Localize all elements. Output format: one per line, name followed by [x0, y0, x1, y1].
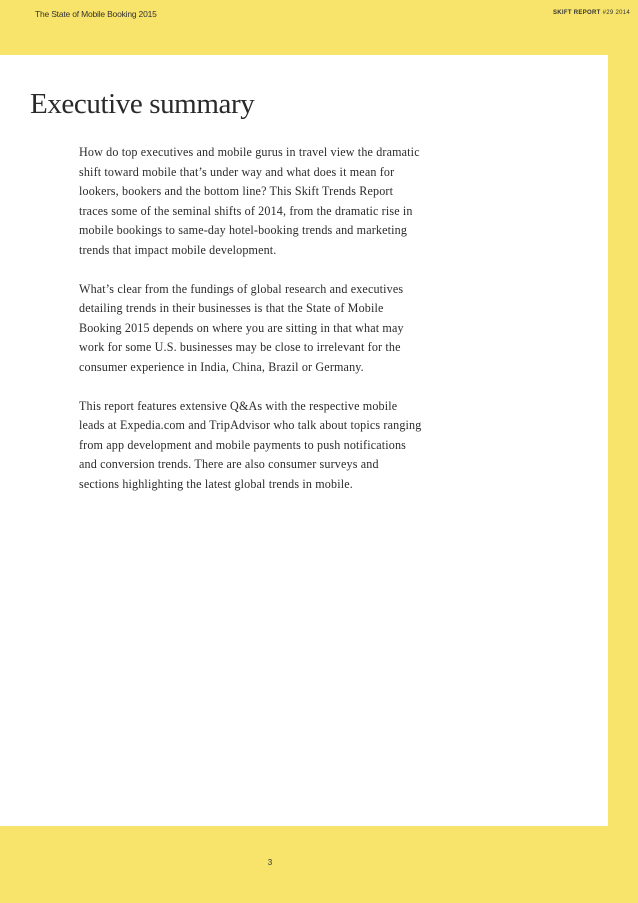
paragraph-line: mobile bookings to same-day hotel-booking trends and marketing: [79, 223, 408, 238]
report-issue-label: [553, 10, 630, 16]
paragraph-line: and conversion trends. There are also consumer surveys and: [79, 457, 379, 472]
paragraph-line: lookers, bookers and the bottom line? This Skift Trends Report: [79, 184, 394, 199]
page-number: 3: [267, 858, 273, 867]
brand-label: SKIFT REPORT: [552, 10, 601, 16]
paragraph-1: [79, 143, 479, 261]
paragraph-line: What’s clear from the fundings of global research and executives: [79, 281, 404, 296]
paragraph-line: leads at Expedia.com and TripAdvisor who talk about topics ranging: [79, 418, 422, 433]
paragraph-line: traces some of the seminal shifts of 2014, from the dramatic rise in: [79, 203, 413, 218]
paragraph-line: trends that impact mobile development.: [79, 242, 277, 257]
paragraph-3: [79, 397, 479, 495]
summary-body: [79, 143, 479, 514]
paragraph-line: work for some U.S. businesses may be close to irrelevant for the: [79, 340, 401, 355]
paragraph-line: shift toward mobile that’s under way and what does it mean for: [79, 164, 395, 179]
content-panel: [0, 55, 608, 826]
paragraph-line: sections highlighting the latest global trends in mobile.: [79, 476, 353, 491]
paragraph-line: Booking 2015 depends on where you are sitting in that what may: [79, 320, 404, 335]
paragraph-line: This report features extensive Q&As with the respective mobile: [79, 398, 398, 413]
report-title: The State of Mobile Booking 2015: [35, 9, 157, 19]
paragraph-line: consumer experience in India, China, Brazil or Germany.: [79, 359, 364, 374]
paragraph-2: [79, 280, 479, 378]
paragraph-line: How do top executives and mobile gurus in travel view the dramatic: [79, 145, 420, 159]
page-title: Executive summary: [30, 88, 255, 120]
paragraph-line: detailing trends in their businesses is that the State of Mobile: [79, 301, 384, 316]
issue-number: #29 2014: [602, 10, 630, 16]
paragraph-line: from app development and mobile payments to push notifications: [79, 437, 407, 452]
